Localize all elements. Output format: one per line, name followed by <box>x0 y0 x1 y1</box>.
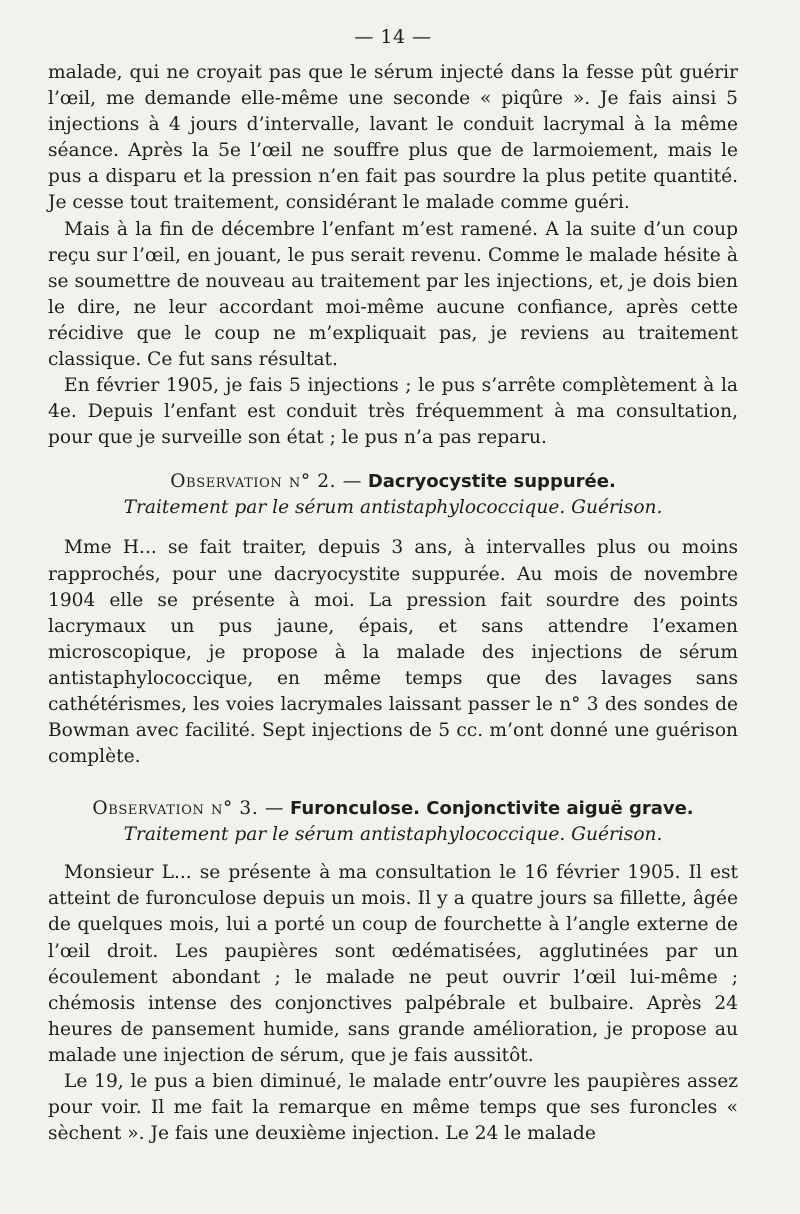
paragraph-february-treatment: En février 1905, je fais 5 injections ; le pus s’arrête complètement à la 4e. Depuis l’enfant est conduit très fréquemment à ma consultation, pour que je surveille son état ; le pus n’a pas reparu. <box>48 375 738 449</box>
paragraph-observation-2: Mme H... se fait traiter, depuis 3 ans, à intervalles plus ou moins rapprochés, pour une dacryocystite suppurée. Au mois de novembre 1904 elle se présente à moi. La pression fait sourdre des points lacrymaux un pus jaune, épais, et sans attendre l’examen microscopique, je propose à la malade des injections de sérum antistaphylococcique, en même temps que des lavages sans cathétérismes, les voies lacrymales laissant passer le n° 3 des sondes de Bowman avec facilité. Sept injections de 5 cc. m’ont donné une guérison complète. <box>48 537 738 768</box>
paragraph-day-19: Le 19, le pus a bien diminué, le malade entr’ouvre les paupières assez pour voir. Il me fait la remarque en même temps que ses furoncles « sèchent ». Je fais une deuxième injection. Le 24 le malade <box>48 1071 738 1145</box>
paragraph-recurrence: Mais à la fin de décembre l’enfant m’est ramené. A la suite d’un coup reçu sur l’œil, en jouant, le pus serait revenu. Comme le malade hésite à se soumettre de nouveau au traitement par les injections, et, je dois bien le dire, ne leur accordant moi-même aucune confiance, après cette récidive que le coup ne m’expliquait pas, je reviens au traitement classique. Ce fut sans résultat. <box>48 218 738 371</box>
observation-2-label: Observation n° 2. — <box>170 471 362 493</box>
paragraph-observation-3: Monsieur L... se présente à ma consultation le 16 février 1905. Il est atteint de furonculose depuis un mois. Il y a quatre jours sa fillette, âgée de quelques mois, lui a porté un coup de fourchette à l’angle externe de l’œil droit. Les paupières sont œdématisées, agglutinées par un écoulement abondant ; le malade ne peut ouvrir l’œil lui-même ; chémosis intense des conjonctives palpébrale et bulbaire. Après 24 heures de pansement humide, sans grande amélioration, je propose au malade une injection de sérum, que je fais aussitôt. <box>48 862 738 1066</box>
observation-3-subtitle: Traitement par le sérum antistaphylococcique. Guérison. <box>123 824 663 846</box>
page-number: — 14 — <box>354 26 432 48</box>
paragraph-continuation: malade, qui ne croyait pas que le sérum injecté dans la fesse pût guérir l’œil, me demande elle-même une seconde « piqûre ». Je fais ainsi 5 injections à 4 jours d’intervalle, lavant le conduit lacrymal à la même séance. Après la 5e l’œil ne souffre plus que de larmoiement, mais le pus a disparu et la pression n’en fait pas sourdre la plus petite quantité. Je cesse tout traitement, considérant le malade comme guéri. <box>48 62 738 214</box>
observation-3-title: Furonculose. Conjonctivite aiguë grave. <box>289 798 694 820</box>
observation-3-heading <box>48 796 738 822</box>
observation-3-label: Observation n° 3. — <box>92 798 285 820</box>
observation-2-subtitle: Traitement par le sérum antistaphylococcique. Guérison. <box>123 497 663 519</box>
observation-2-title: Dacryocystite suppurée. <box>367 471 616 493</box>
observation-2-heading <box>48 469 738 495</box>
